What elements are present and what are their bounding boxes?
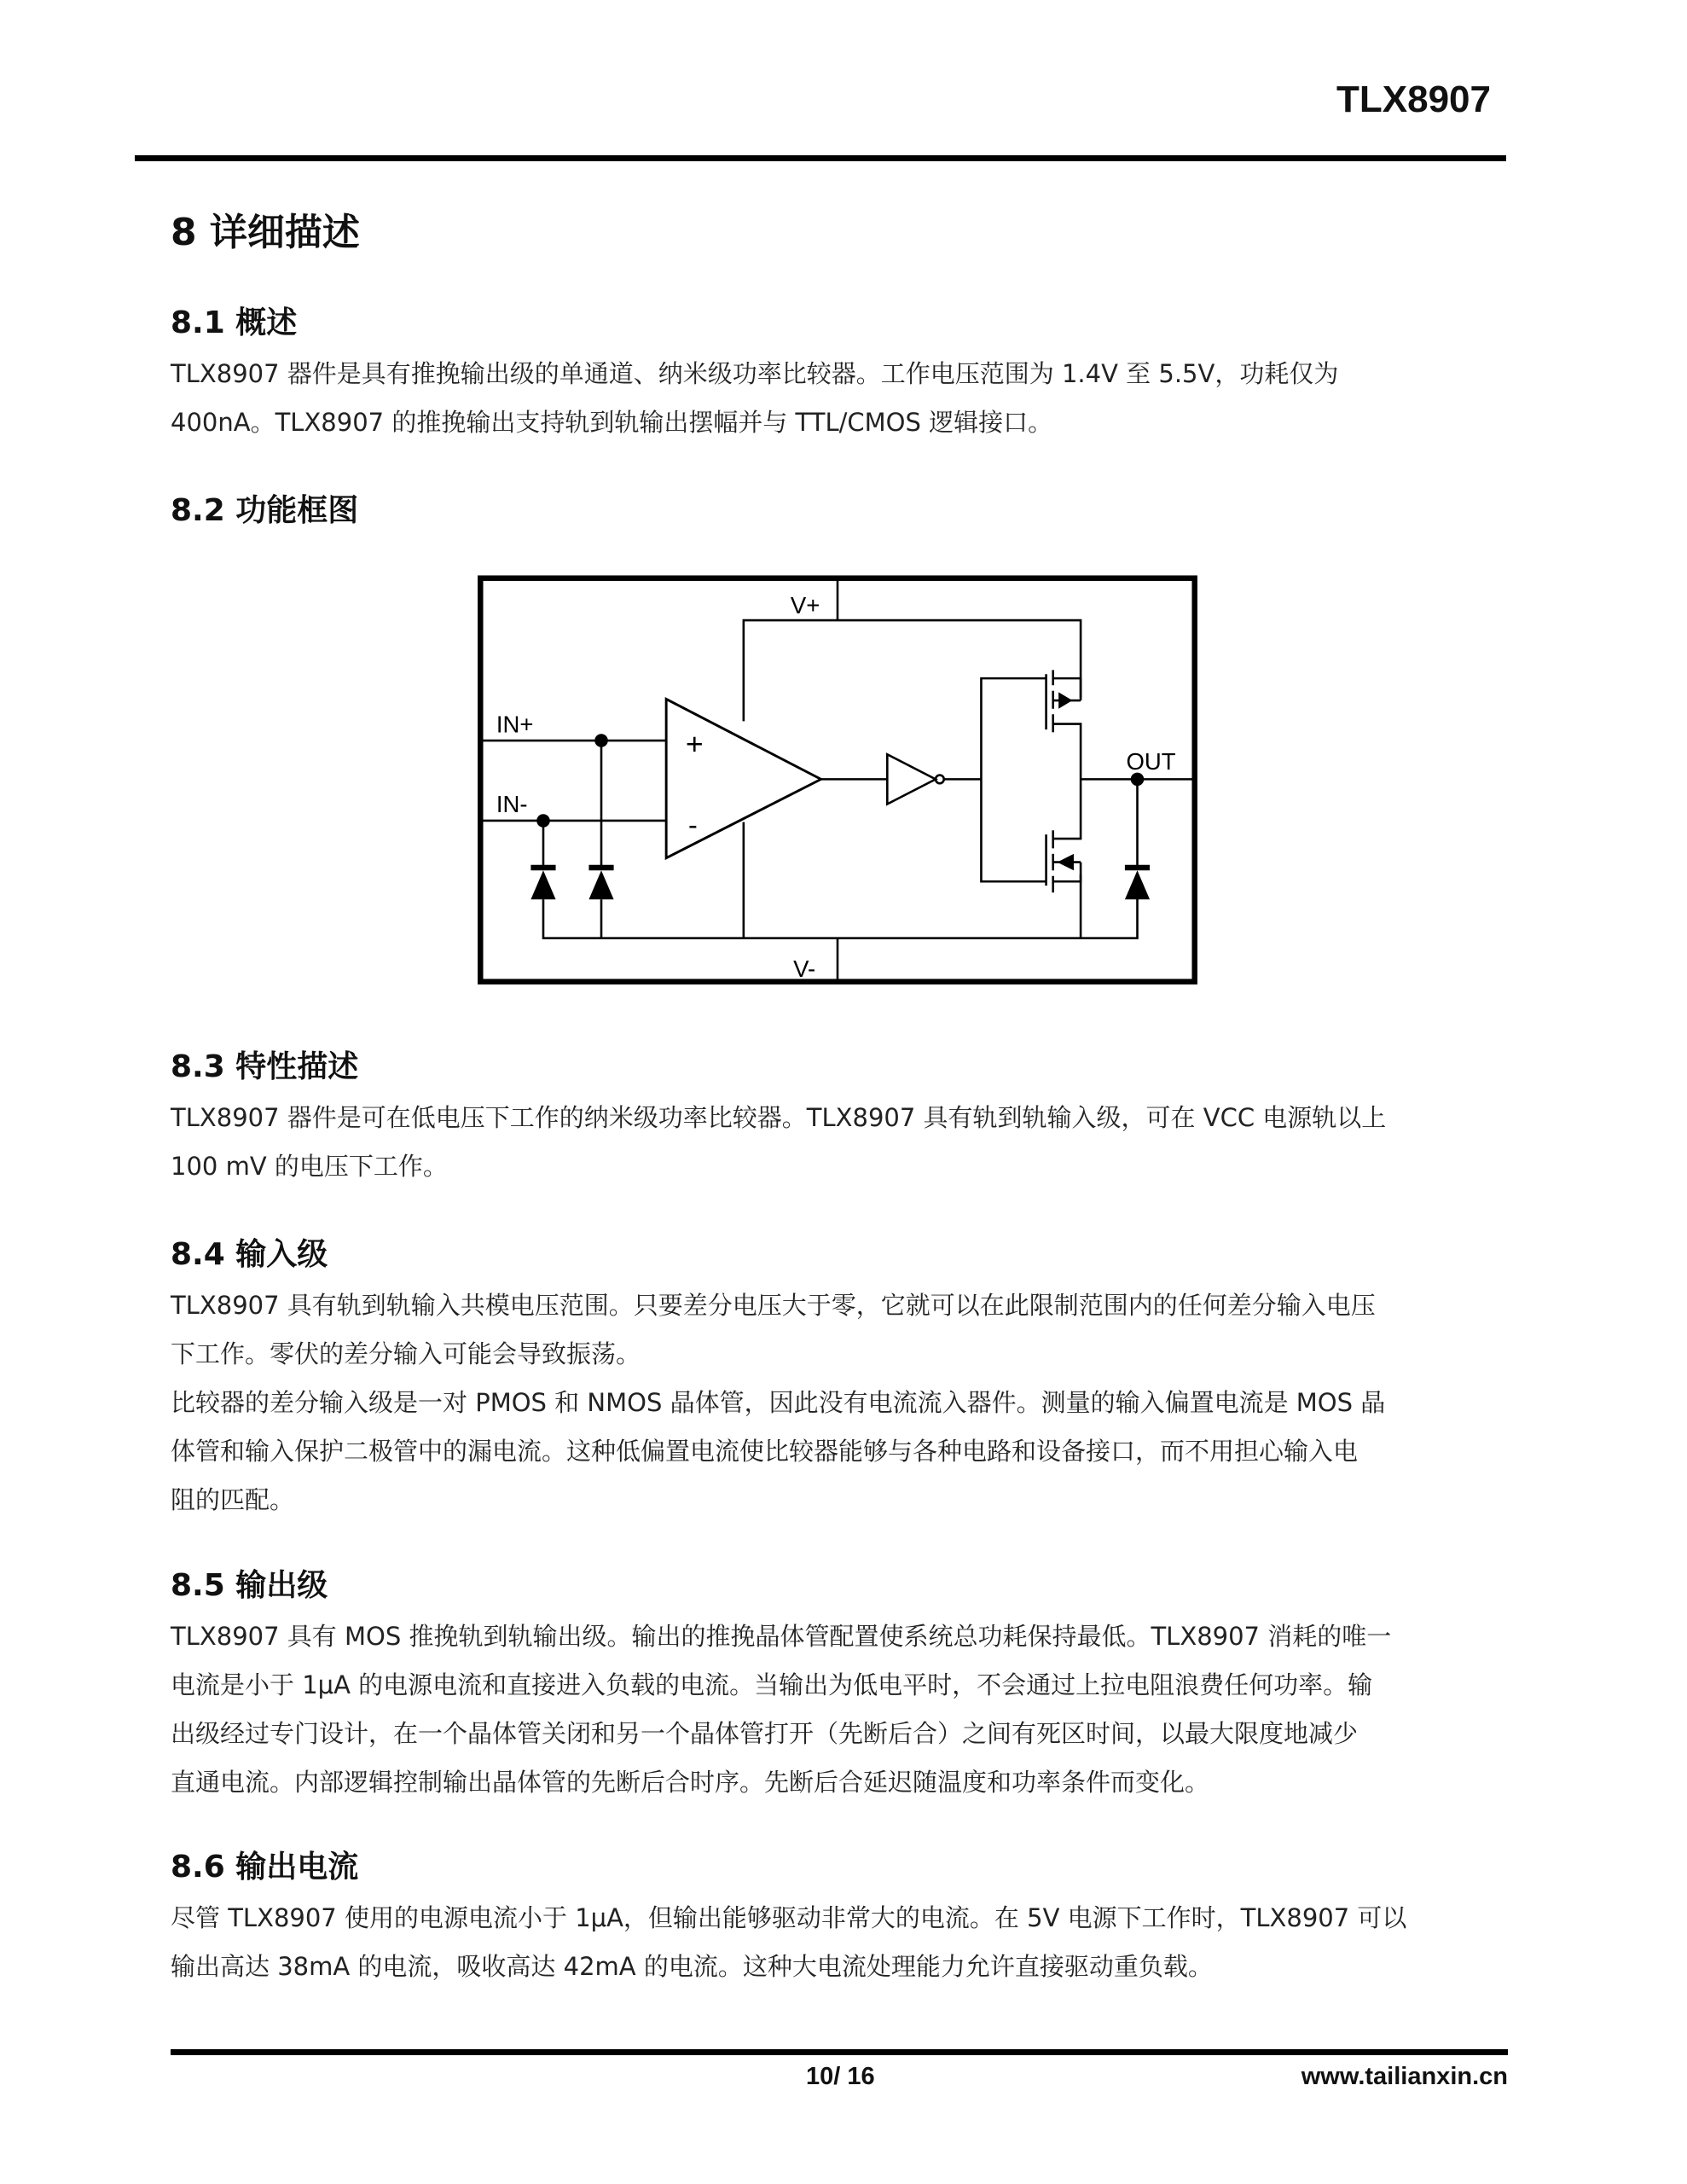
section-heading-8-3: 8.3 特性描述: [171, 1049, 359, 1084]
diagram-svg: [474, 572, 1201, 990]
inverter-triangle-icon: [887, 754, 936, 804]
text-line: 出级经过专门设计，在一个晶体管关闭和另一个晶体管打开（先断后合）之间有死区时间，以最大限度地减少: [171, 1719, 1359, 1748]
text-line: 直通电流。内部逻辑控制输出晶体管的先断后合时序。先断后合延迟随温度和功率条件而变化。: [171, 1768, 1210, 1797]
diode-icon: [530, 868, 555, 899]
nmos-transistor-icon: [1046, 779, 1081, 892]
section-body-8-3: [171, 1094, 1508, 1191]
text-line: 体管和输入保护二极管中的漏电流。这种低偏置电流使比较器能够与各种电路和设备接口，而不用担心输入电: [171, 1437, 1359, 1466]
comparator-plus-sign: +: [685, 727, 704, 762]
text-line: TLX8907 器件是可在低电压下工作的纳米级功率比较器。TLX8907 具有轨到轨输入级，可在 VCC 电源轨以上: [171, 1103, 1387, 1132]
vminus-rail-wire: [543, 897, 1138, 938]
text-line: 输出高达 38mA 的电流，吸收高达 42mA 的电流。这种大电流处理能力允许直接驱动重负载。: [171, 1952, 1213, 1981]
text-line: 100 mV 的电压下工作。: [171, 1152, 448, 1181]
section-heading-8-1: 8.1 概述: [171, 305, 298, 340]
header-rule: [135, 155, 1506, 161]
label-vminus: V-: [793, 956, 816, 983]
text-line: 下工作。零伏的差分输入可能会导致振荡。: [171, 1339, 641, 1368]
pmos-transistor-icon: [1046, 670, 1081, 779]
comparator-minus-sign: -: [688, 810, 698, 841]
page-number: 10/ 16: [806, 2063, 875, 2090]
text-line: TLX8907 具有轨到轨输入共模电压范围。只要差分电压大于零，它就可以在此限制范围内的任何差分输入电压: [171, 1291, 1376, 1320]
diode-icon: [1125, 868, 1150, 899]
chapter-title: 8 详细描述: [171, 211, 360, 254]
text-line: 尽管 TLX8907 使用的电源电流小于 1μA，但输出能够驱动非常大的电流。在 5V 电源下工作时，TLX8907 可以: [171, 1903, 1407, 1932]
label-vplus: V+: [790, 592, 820, 619]
section-heading-8-6: 8.6 输出电流: [171, 1850, 359, 1885]
label-out: OUT: [1126, 748, 1176, 775]
text-line: TLX8907 器件是具有推挽输出级的单通道、纳米级功率比较器。工作电压范围为 1.4V 至 5.5V，功耗仅为: [171, 359, 1339, 388]
text-line: TLX8907 具有 MOS 推挽轨到轨输出级。输出的推挽晶体管配置使系统总功耗保持最低。TLX8907 消耗的唯一: [171, 1622, 1392, 1651]
gate-bus-wire: [981, 678, 1046, 881]
text-line: 400nA。TLX8907 的推挽输出支持轨到轨输出摆幅并与 TTL/CMOS 逻辑接口。: [171, 408, 1053, 437]
section-heading-8-2: 8.2 功能框图: [171, 493, 359, 528]
section-heading-8-4: 8.4 输入级: [171, 1237, 328, 1272]
label-in-minus: IN-: [496, 791, 528, 818]
footer-website-link[interactable]: www.tailianxin.cn: [1301, 2063, 1508, 2090]
vplus-rail-wire: [744, 620, 1081, 721]
section-heading-8-5: 8.5 输出级: [171, 1568, 328, 1603]
section-body-8-5: [171, 1612, 1508, 1807]
diode-icon: [588, 868, 613, 899]
footer-rule: [171, 2049, 1508, 2055]
functional-block-diagram: [474, 572, 1201, 990]
text-line: 电流是小于 1μA 的电源电流和直接进入负载的电流。当输出为低电平时，不会通过上拉电阻浪费任何功率。输: [171, 1670, 1373, 1699]
text-line: 比较器的差分输入级是一对 PMOS 和 NMOS 晶体管，因此没有电流流入器件。测量的输入偏置电流是 MOS 晶: [171, 1388, 1386, 1417]
document-header-title: TLX8907: [1336, 78, 1491, 120]
section-body-8-6: [171, 1894, 1508, 1991]
label-in-plus: IN+: [496, 711, 534, 738]
text-line: 阻的匹配。: [171, 1485, 295, 1514]
section-body-8-1: [171, 350, 1508, 447]
section-body-8-4: [171, 1281, 1508, 1525]
